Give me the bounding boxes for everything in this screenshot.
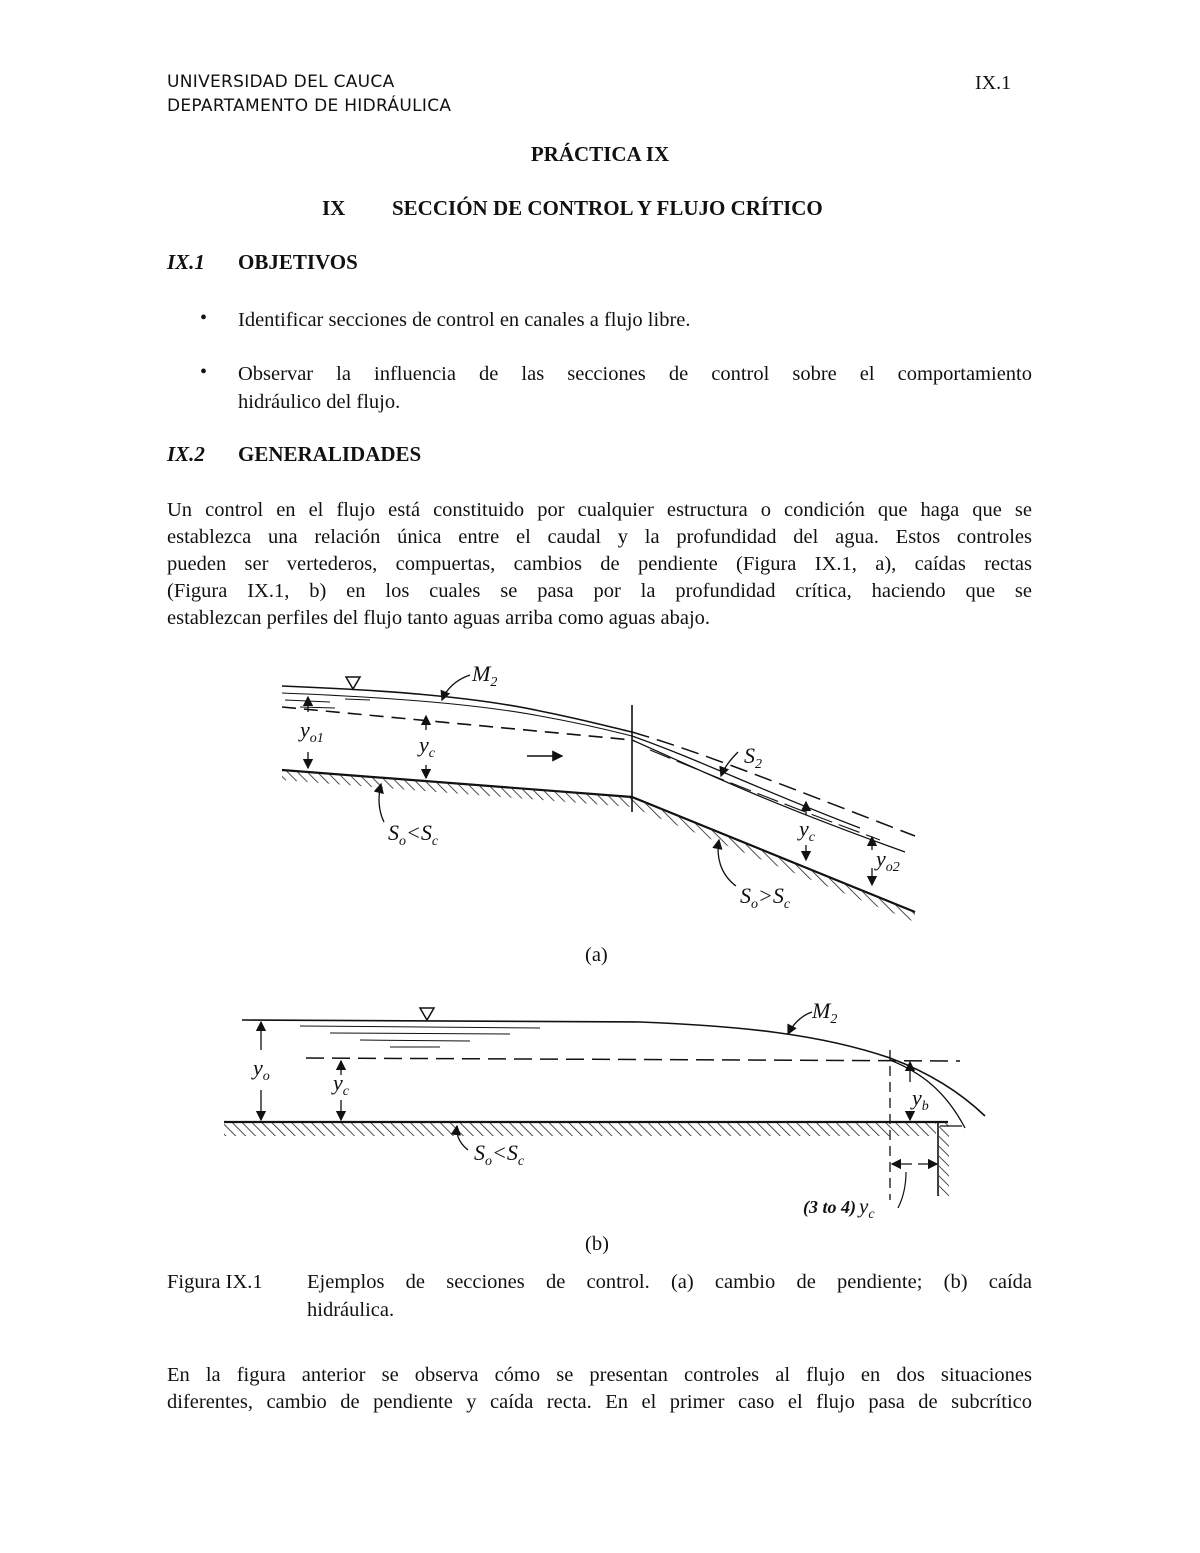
bullet-marker: • [200,307,208,329]
svg-text:(3 to 4)yc: (3 to 4) $y_c$ [803,1194,875,1222]
section-title-objetivos: OBJETIVOS [238,250,358,274]
svg-text:M2: $M_2$ [472,661,498,690]
chapter-title: SECCIÓN DE CONTROL Y FLUJO CRÍTICO [392,196,823,220]
paragraph-line: Un control en el flujo está constituido por cualquier estructura o condición que haga que se [167,499,1032,521]
section-title-generalidades: GENERALIDADES [238,442,422,466]
label-yb: y [912,1085,922,1110]
figure-panel-a-caption: (a) [585,944,608,966]
paragraph-line: En la figura anterior se observa cómo se presentan controles al flujo en dos situaciones [167,1364,1032,1386]
label-s2: S [744,743,755,768]
label-yo2: y [876,846,886,871]
label-yo1: y [300,717,310,742]
label-yc-right: y [799,816,809,841]
objective-item-line: Observar la influencia de las secciones de control sobre el comportamiento [238,363,1032,385]
objective-item: Identificar secciones de control en canales a flujo libre. [238,309,691,331]
paragraph-line: establezca una relación única entre el caudal y la profundidad del agua. Estos controles [167,526,1032,548]
label-yc-b: y [333,1070,343,1095]
svg-text:yc: $y_c$ [333,1070,349,1099]
paragraph-line: (Figura IX.1, b) en los cuales se pasa por la profundidad crítica, haciendo que se [167,580,1032,602]
label-yo: y [253,1055,263,1080]
label-distance: (3 to 4) [803,1197,856,1217]
section-number-objetivos: IX.1 [167,250,205,274]
label-slope-steep: S [740,883,751,908]
label-slope-b: S [474,1140,485,1165]
panel-b-drawing [224,1008,985,1208]
svg-text:yb: $y_b$ [912,1085,929,1114]
panel-a-drawing [282,675,915,922]
svg-text:M2: $M_2$ [812,998,838,1027]
objective-item-line: hidráulico del flujo. [238,391,401,413]
paragraph-line: establezcan perfiles del flujo tanto aguas arriba como aguas abajo. [167,607,711,629]
svg-text:yo: $y_o$ [253,1055,270,1084]
paragraph-line: pueden ser vertederos, compuertas, cambios de pendiente (Figura IX.1, a), caídas rectas [167,553,1032,575]
university-name: UNIVERSIDAD DEL CAUCA [167,72,395,92]
svg-text:yo2: $y_{o2}$ [876,846,900,875]
svg-text:yc: $y_c$ [419,732,435,761]
label-m2-b: M [812,998,831,1023]
label-yc: y [419,732,429,757]
svg-text:So>Sc: $S_o>S_c$ [740,883,791,912]
panel-b-labels [251,998,929,1222]
svg-text:So<Sc: $S_o<S_c$ [388,820,439,849]
figure-caption-line: hidráulica. [307,1299,395,1321]
figure-panel-b-caption: (b) [585,1233,609,1255]
label-m2: M [472,661,491,686]
figure-caption-label: Figura IX.1 [167,1271,263,1293]
paragraph-line: diferentes, cambio de pendiente y caída recta. En el primer caso el flujo pasa de subcrítico [167,1391,1032,1413]
svg-text:So<Sc: $S_o<S_c$ [474,1140,525,1169]
section-number-generalidades: IX.2 [167,442,205,466]
bullet-marker: • [200,361,208,383]
figure-caption-line: Ejemplos de secciones de control. (a) cambio de pendiente; (b) caída [307,1271,1032,1293]
department-name: DEPARTAMENTO DE HIDRÁULICA [167,96,452,116]
svg-text:yo1: $y_{o1}$ [300,717,324,746]
chapter-number: IX [322,196,346,220]
page-number: IX.1 [975,72,1012,94]
label-slope-mild: S [388,820,399,845]
svg-text:S2: $S_2$ [744,743,762,772]
page-title: PRÁCTICA IX [530,142,670,166]
svg-text:yc: $y_c$ [799,816,815,845]
